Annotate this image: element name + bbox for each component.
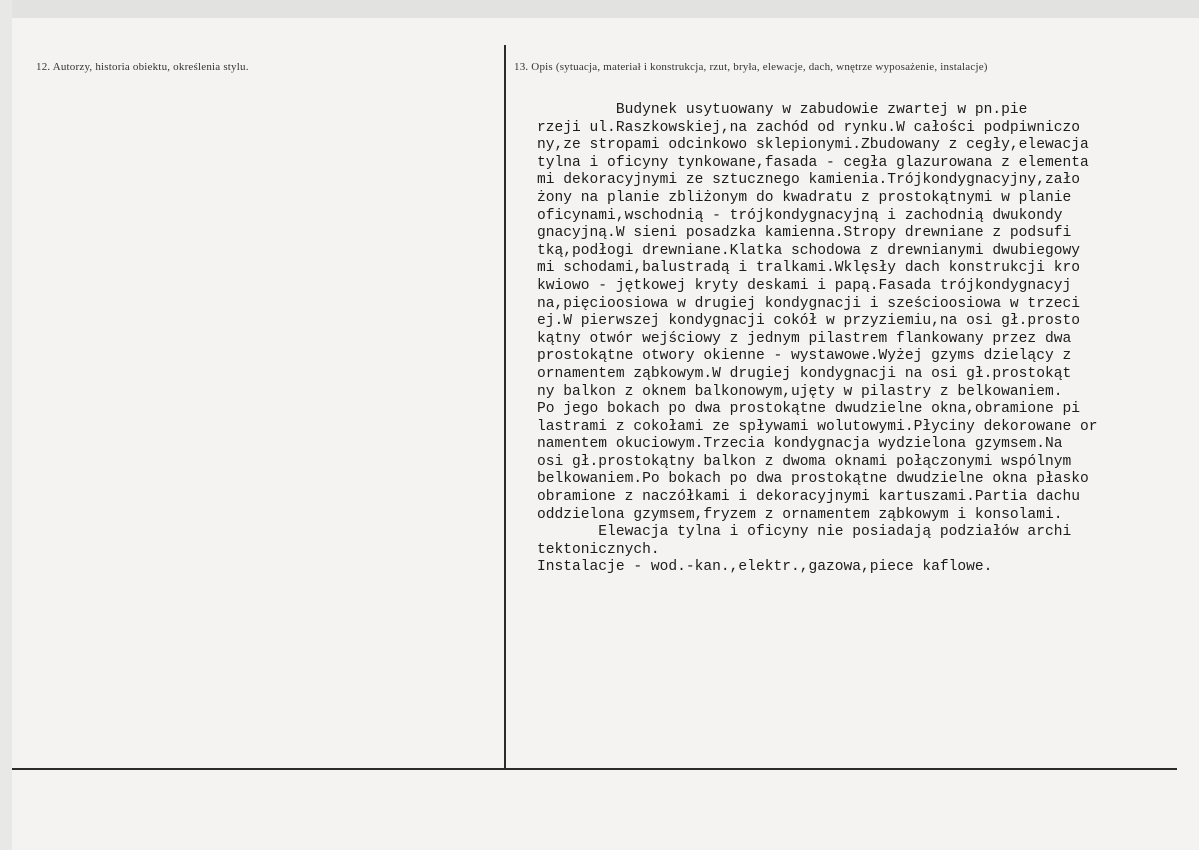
description-typed-text [537, 102, 1197, 577]
text-line: lastrami z cokołami ze spływami wolutowymi.Płyciny dekorowane or [537, 418, 1098, 435]
text-line: Budynek usytuowany w zabudowie zwartej w pn.pie [537, 102, 1028, 118]
section-13-label: 13. Opis (sytuacja, materiał i konstrukcja, rzut, bryła, elewacje, dach, wnętrze wyposażenie, instalacje) [514, 61, 988, 73]
text-line: na,pięcioosiowa w drugiej kondygnacji i sześcioosiowa w trzeci [537, 295, 1080, 312]
text-line: Instalacje - wod.-kan.,elektr.,gazowa,piece kaflowe. [537, 559, 993, 576]
text-line: mi schodami,balustradą i tralkami.Wklęsły dach konstrukcji kro [537, 260, 1080, 277]
text-line: osi gł.prostokątny balkon z dwoma oknami połączonymi wspólnym [537, 453, 1072, 470]
section-12-label: 12. Autorzy, historia obiektu, określenia stylu. [36, 61, 249, 73]
bottom-rule [12, 768, 1177, 770]
paper-left-edge [0, 0, 12, 850]
text-line: żony na planie zbliżonym do kwadratu z prostokątnymi w planie [537, 189, 1072, 206]
text-line: gnacyjną.W sieni posadzka kamienna.Stropy drewniane z podsufi [537, 225, 1072, 242]
text-line: Elewacja tylna i oficyny nie posiadają podziałów archi [537, 524, 1072, 541]
text-line: mi dekoracyjnymi ze sztucznego kamienia.Trójkondygnacyjny,zało [537, 172, 1080, 189]
text-line: obramione z naczółkami i dekoracyjnymi kartuszami.Partia dachu [537, 489, 1080, 506]
text-line: oddzielona gzymsem,fryzem z ornamentem ząbkowym i konsolami. [537, 506, 1063, 523]
column-divider [504, 45, 506, 770]
text-line: tką,podłogi drewniane.Klatka schodowa z drewnianymi dwubiegowy [537, 242, 1080, 259]
text-line: ej.W pierwszej kondygnacji cokół w przyziemiu,na osi gł.prosto [537, 313, 1080, 330]
text-line: tylna i oficyny tynkowane,fasada - cegła glazurowana z elementa [537, 154, 1089, 171]
text-line: oficynami,wschodnią - trójkondygnacyjną i zachodnią dwukondy [537, 207, 1063, 224]
text-line: kwiowo - jętkowej kryty deskami i papą.Fasada trójkondygnacyj [537, 277, 1072, 294]
text-line: belkowaniem.Po bokach po dwa prostokątne dwudzielne okna płasko [537, 471, 1089, 488]
text-line: ny,ze stropami odcinkowo sklepionymi.Zbudowany z cegły,elewacja [537, 137, 1089, 154]
text-line: ny balkon z oknem balkonowym,ujęty w pilastry z belkowaniem. [537, 383, 1063, 400]
text-line: rzeji ul.Raszkowskiej,na zachód od rynku.W całości podpiwniczo [537, 119, 1080, 136]
text-line: ornamentem ząbkowym.W drugiej kondygnacji na osi gł.prostokąt [537, 365, 1072, 382]
text-line: prostokątne otwory okienne - wystawowe.Wyżej gzyms dzielący z [537, 348, 1072, 365]
paper-top-edge [0, 0, 1199, 18]
text-line: Po jego bokach po dwa prostokątne dwudzielne okna,obramione pi [537, 401, 1080, 418]
text-line: namentem okuciowym.Trzecia kondygnacja wydzielona gzymsem.Na [537, 436, 1063, 453]
text-line: tektonicznych. [537, 541, 660, 558]
text-line: kątny otwór wejściowy z jednym pilastrem flankowany przez dwa [537, 330, 1072, 347]
